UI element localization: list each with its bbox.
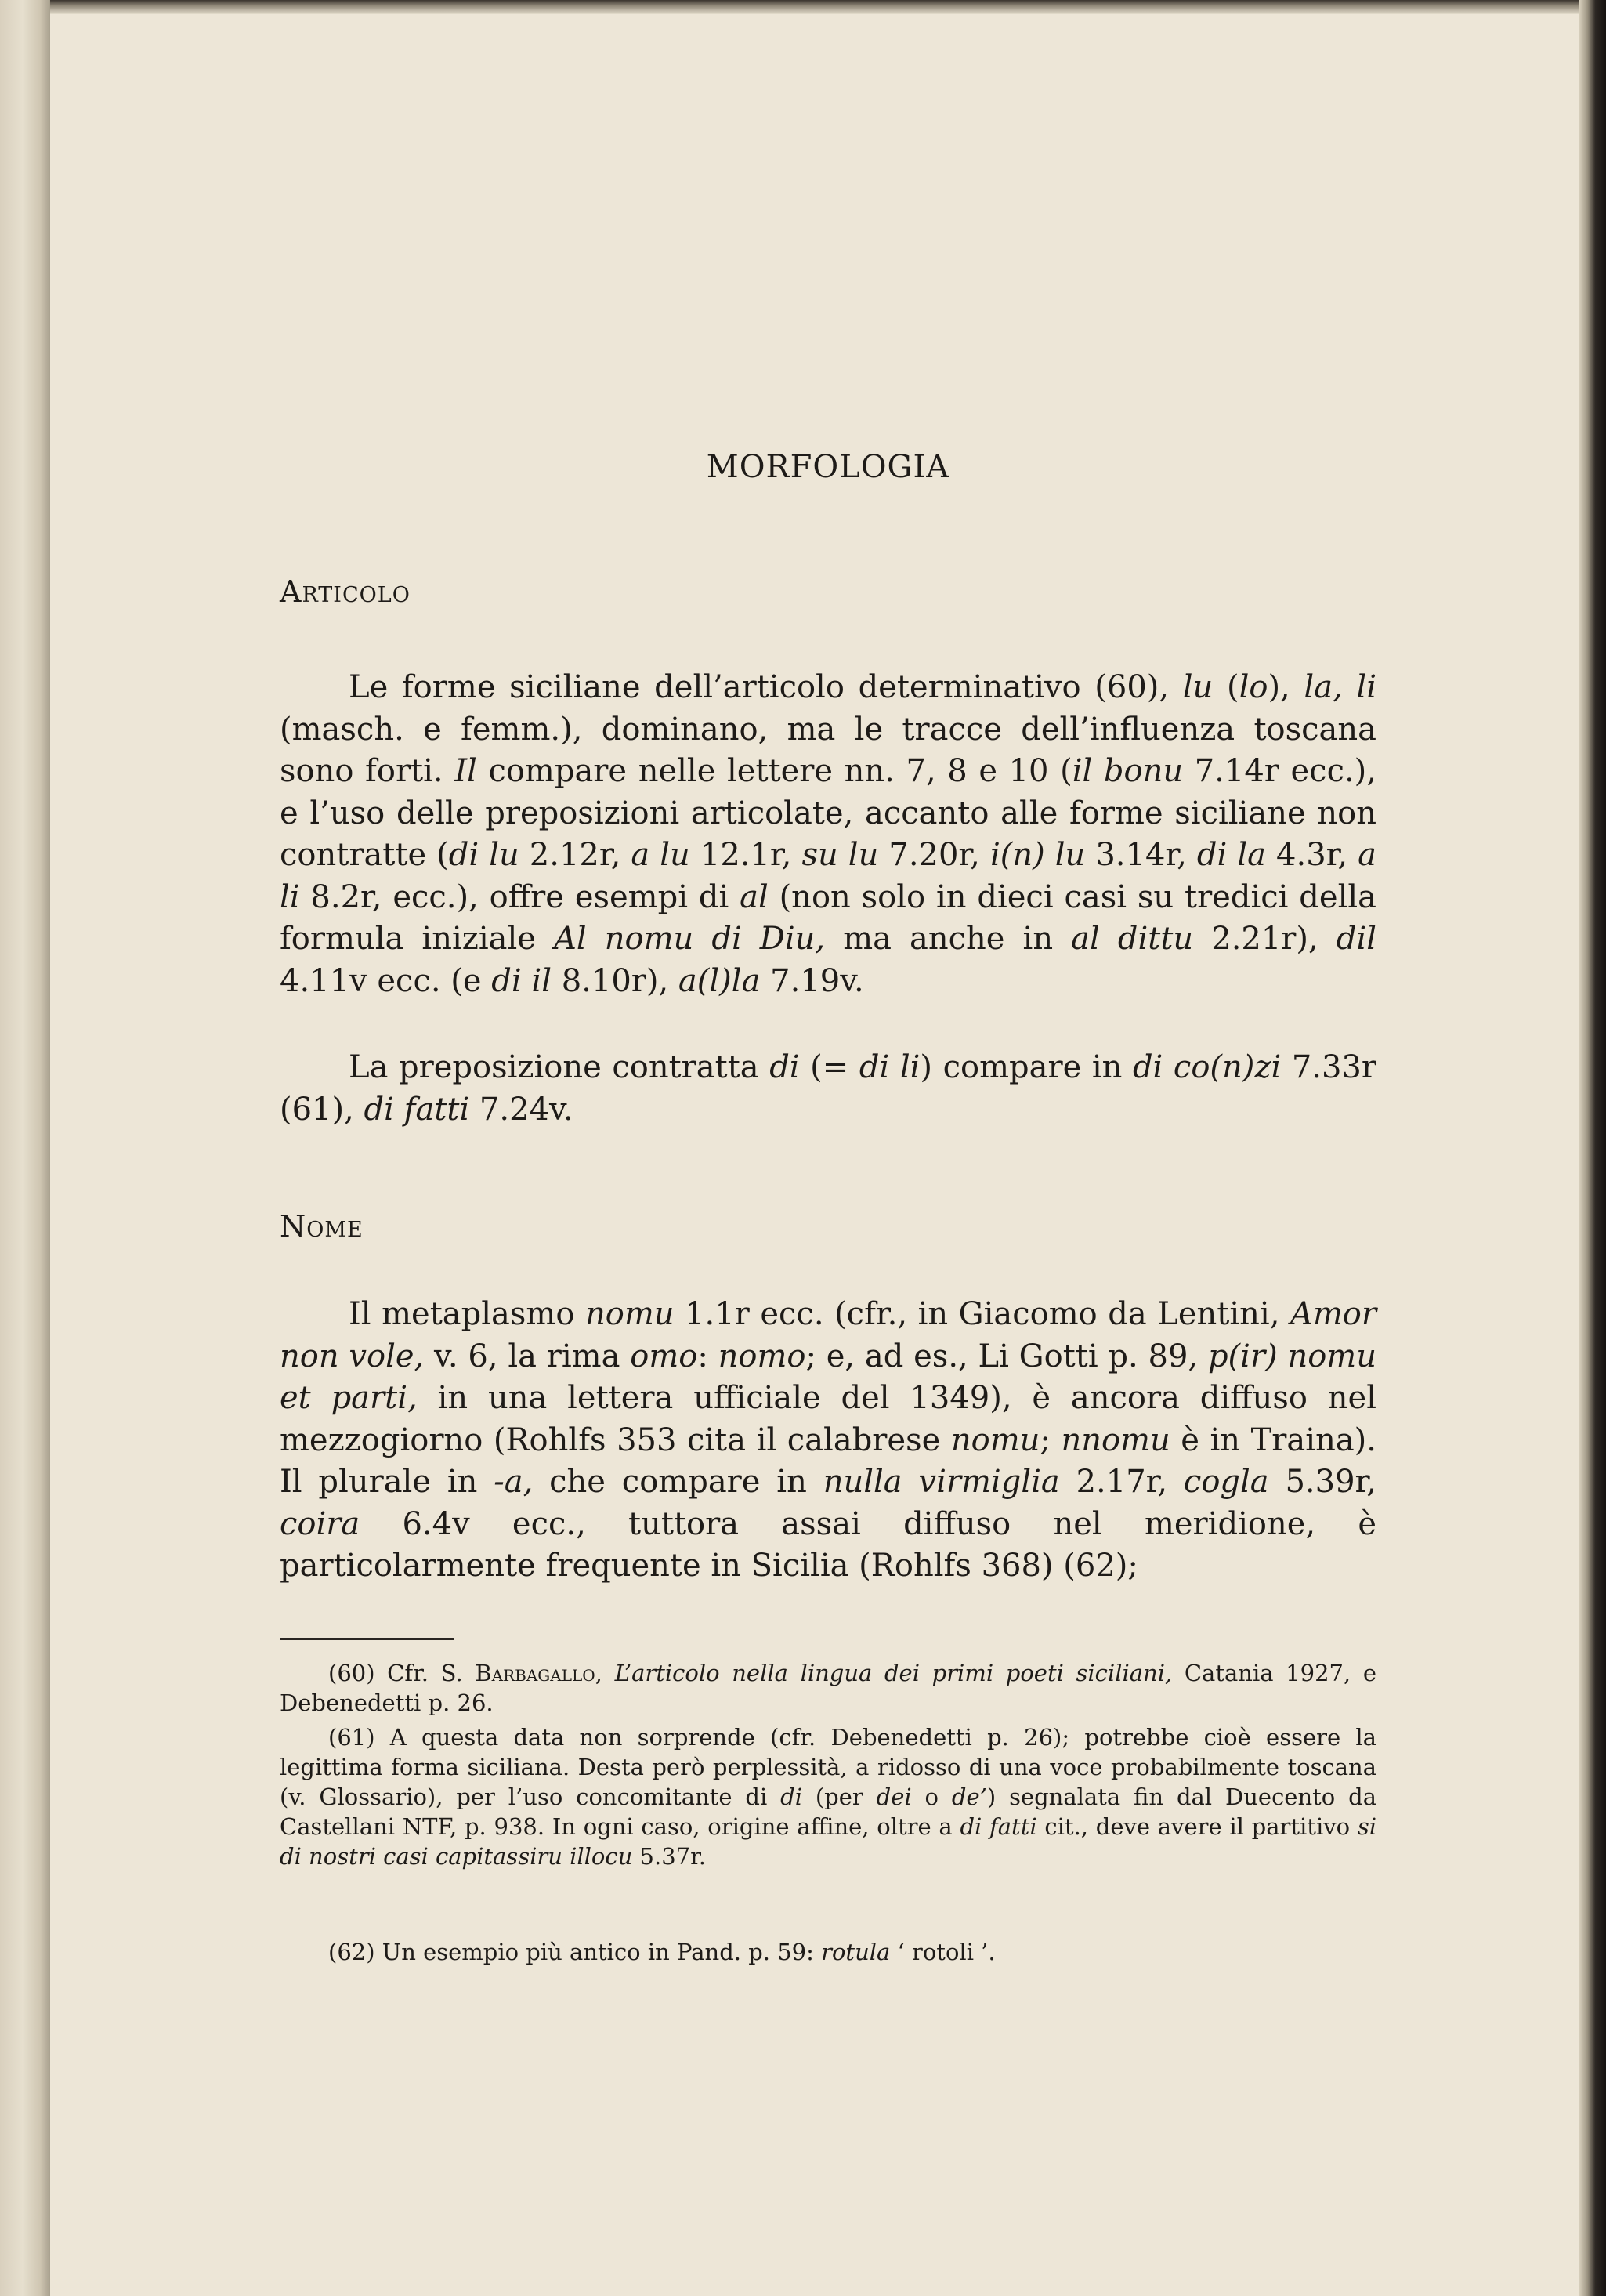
paragraph-nome-1: Il metaplasmo nomu 1.1r ecc. (cfr., in Giacomo da Lentini, Amor non vole, v. 6, la rima omo: nomo; e, ad es., Li Gotti p. 89, p(ir) nomu et parti, in una lettera ufficiale del 1349), è ancora diffuso nel mezzogiorno (Rohlfs 353 cita il calabrese nomu; nnomu è in Traina). Il plurale in -a, che compare in nulla virmiglia 2.17r, cogla 5.39r, coira 6.4v ecc., tuttora assai diffuso nel meridione, è particolarmente frequente in Sicilia (Rohlfs 368) (62); <box>280 1296 1376 1584</box>
footnote-ref-60: (60) <box>1094 669 1159 705</box>
page-sheet <box>50 14 1579 2296</box>
footnote-divider <box>280 1638 454 1640</box>
footnote-61: (61) A questa data non sorprende (cfr. Debenedetti p. 26); potrebbe cioè essere la legittima forma siciliana. Desta però perplessità, a ridosso di una voce probabilmente toscana (v. Glossario), per l’uso concomitante di di (per dei o de’) segnalata fin dal Duecento da Castellani NTF, p. 938. In ogni caso, origine affine, oltre a di fatti cit., deve avere il partitivo si di nostri casi capitassiru illocu 5.37r. <box>280 1724 1376 1870</box>
paragraph-articolo-1: Le forme siciliane dell’articolo determinativo (60), lu (lo), la, li (masch. e femm.), dominano, ma le tracce dell’influenza toscana sono forti. Il compare nelle lettere nn. 7, 8 e 10 (il bonu 7.14r ecc.), e l’uso delle preposizioni articolate, accanto alle forme siciliane non contratte (di lu 2.12r, a lu 12.1r, su lu 7.20r, i(n) lu 3.14r, di la 4.3r, a li 8.2r, ecc.), offre esempi di al (non solo in dieci casi su tredici della formula iniziale Al nomu di Diu, ma anche in al dittu 2.21r), dil 4.11v ecc. (e di il 8.10r), a(l)la 7.19v. <box>280 669 1377 999</box>
section-heading-articolo: Articolo <box>280 574 411 609</box>
top-shadow <box>0 0 1606 14</box>
section-heading-nome: Nome <box>280 1209 364 1244</box>
page-title: MORFOLOGIA <box>706 449 950 485</box>
footnote-62: (62) Un esempio più antico in Pand. p. 59: rotula ‘ rotoli ’. <box>328 1939 996 1965</box>
footnote-60: (60) Cfr. S. Barbagallo, L’articolo nella lingua dei primi poeti siciliani, Catania 1927, e Debenedetti p. 26. <box>280 1660 1376 1716</box>
left-page-edge <box>0 0 50 2296</box>
right-page-edge <box>1579 0 1606 2296</box>
footnote-ref-62: (62) <box>1063 1548 1128 1584</box>
footnote-ref-61: (61) <box>280 1091 345 1128</box>
paragraph-articolo-2: La preposizione contratta di (= di li) compare in di co(n)zi 7.33r (61), di fatti 7.24v. <box>280 1049 1377 1128</box>
